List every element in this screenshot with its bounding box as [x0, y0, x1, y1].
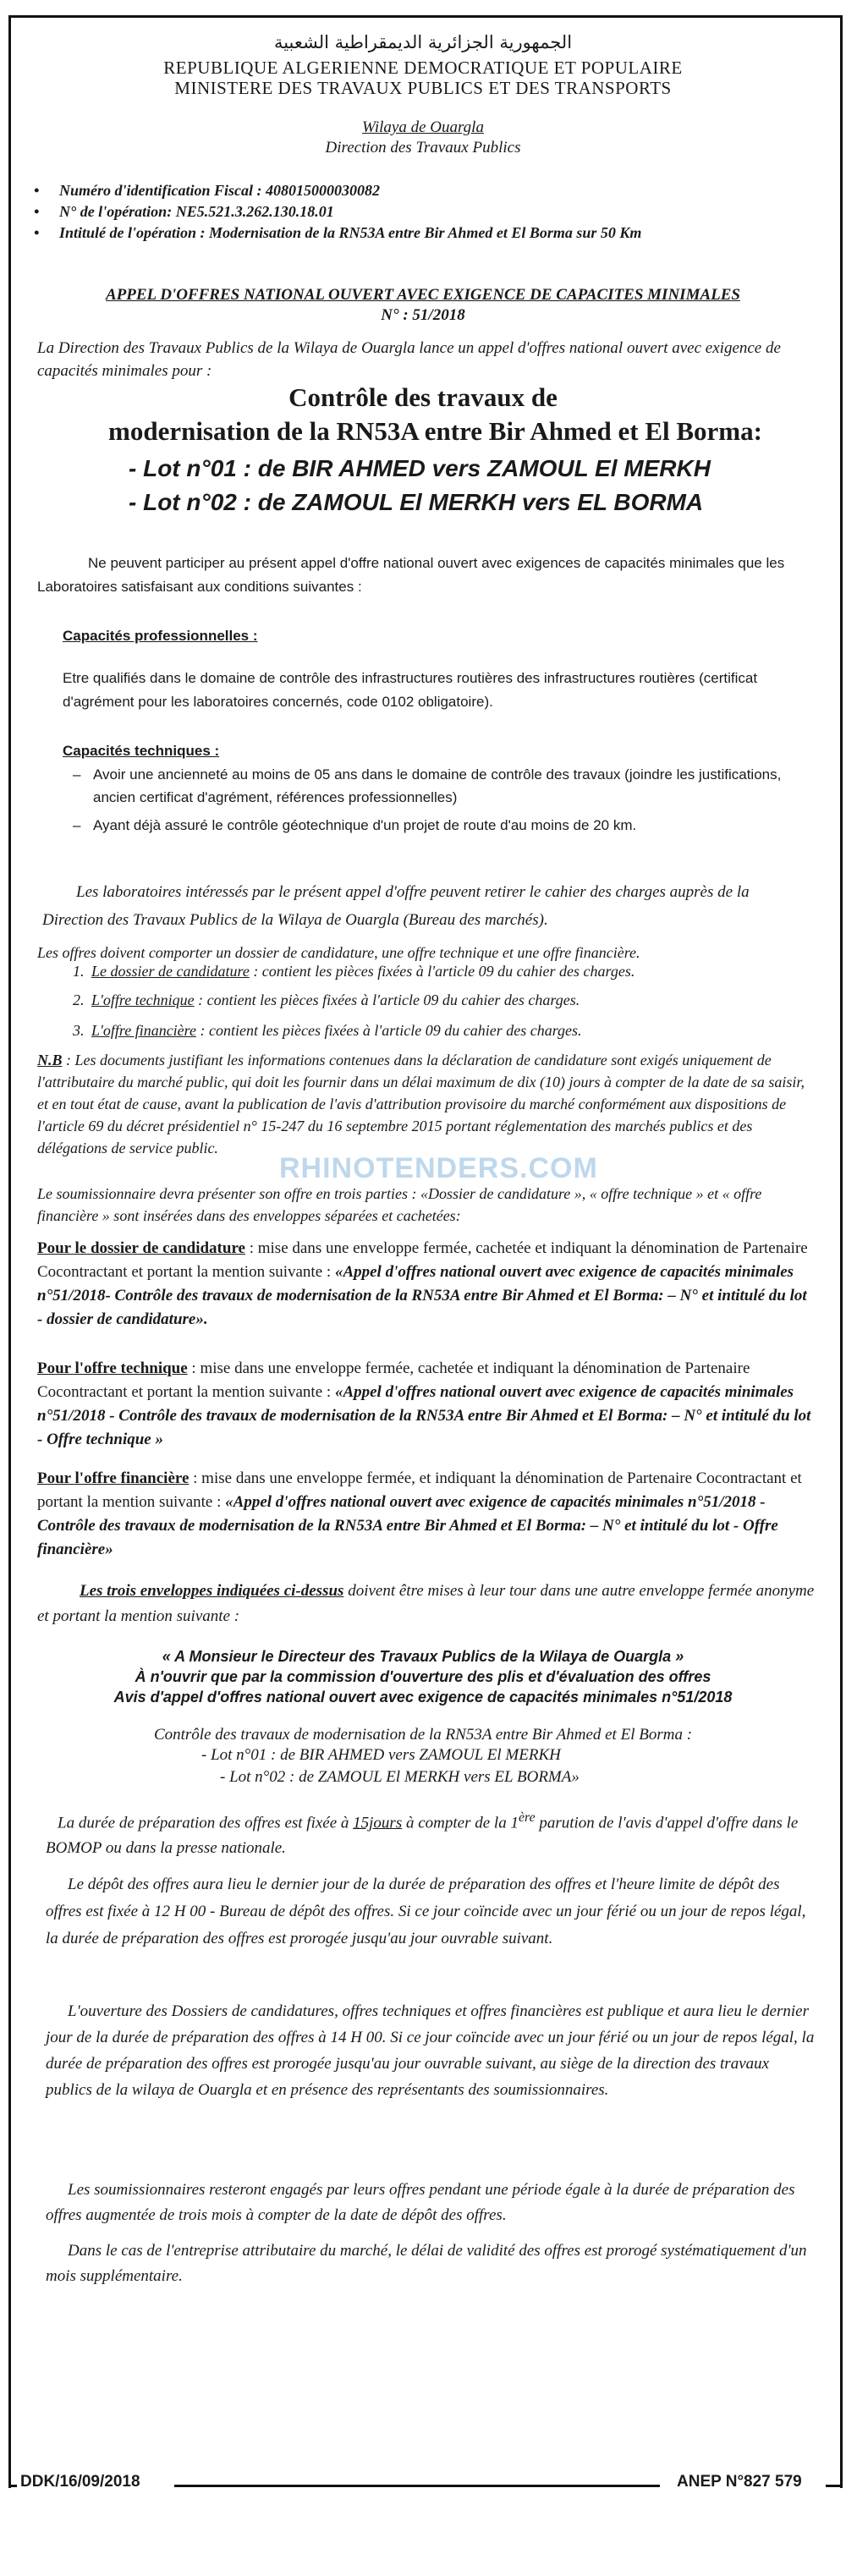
technical-capacity-item-1: – Avoir une ancienneté au moins de 05 ans dans le domaine de contrôle des travaux (joindre les justifications, ancien certificat d'agrément, références professionnelles)	[73, 766, 782, 805]
deposit-paragraph: Le dépôt des offres aura lieu le dernier jour de la durée de préparation des offres et l'heure limite de dépôt des offres est fixée à 12 H 00 - Bureau de dépôt des offres. Si ce jour coïncide avec un jour férié ou un jour de repos légal, la durée de préparation des offres est prorogée jusqu'au jour ouvrable suivant.	[46, 1876, 806, 1947]
address-lot-1: - Lot n°01 : de BIR AHMED vers ZAMOUL El MERKH	[201, 1746, 561, 1764]
envelope-technical-text: : mise dans une enveloppe fermée, cachetée et indiquant la dénomination de Partenaire Cocontractant et portant la mention suivante :	[37, 1359, 750, 1401]
three-envelopes-label: Les trois enveloppes indiquées ci-dessus	[80, 1582, 344, 1600]
envelope-candidature-text: : mise dans une enveloppe fermée, cachetée et indiquant la dénomination de Partenaire Cocontractant et portant la mention suivante :	[37, 1239, 808, 1281]
object-line-2: modernisation de la RN53A entre Bir Ahmed et El Borma:	[108, 416, 762, 446]
footer-line-left	[8, 2485, 17, 2487]
address-line-1: « A Monsieur le Directeur des Travaux Publics de la Wilaya de Ouargla »	[162, 1648, 684, 1665]
duration-text-d: parution de l'avis d'appel d'offre dans le BOMOP ou dans la presse nationale.	[46, 1814, 799, 1858]
offer-item-1-text: : contient les pièces fixées à l'article 09 du cahier des charges.	[249, 963, 635, 980]
envelope-technical-paragraph	[37, 1357, 816, 1452]
technical-capacity-text-2: Ayant déjà assuré le contrôle géotechnique d'un projet de route d'au moins de 20 km.	[93, 817, 637, 833]
lot-2: - Lot n°02 : de ZAMOUL El MERKH vers EL BORMA	[129, 489, 704, 515]
three-envelopes-paragraph	[37, 1579, 816, 1629]
footer-line-middle	[174, 2485, 660, 2487]
fiscal-id-item: • Numéro d'identification Fiscal : 408015000030082	[34, 182, 381, 199]
envelope-candidature-mention: «Appel d'offres national ouvert avec exigence de capacités minimales n°51/2018- Contrôle des travaux de modernisation de la RN53A entre Bir Ahmed et El Borma: – N° et intitulé du lot - dossier de candidature».	[37, 1263, 807, 1328]
commitment-paragraph: Les soumissionnaires resteront engagés par leurs offres pendant une période égale à la durée de préparation des offres augmentée de trois mois à compter de la date de dépôt des offres.	[46, 2181, 795, 2224]
operation-number-text: N° de l'opération: NE5.521.3.262.130.18.01	[59, 203, 334, 220]
republic-header: REPUBLIQUE ALGERIENNE DEMOCRATIQUE ET POPULAIRE	[163, 58, 683, 78]
address-line-2: À n'ouvrir que par la commission d'ouverture des plis et d'évaluation des offres	[135, 1668, 711, 1685]
offer-item-3-label: L'offre financière	[91, 1022, 196, 1039]
offer-item-2-label: L'offre technique	[91, 991, 195, 1008]
validity-paragraph: Dans le cas de l'entreprise attributaire du marché, le délai de validité des offres est prorogé systématiquement d'un mois supplémentaire.	[46, 2242, 807, 2285]
three-envelopes-text: doivent être mises à leur tour dans une autre enveloppe fermée anonyme et portant la mention suivante :	[37, 1582, 815, 1625]
duration-paragraph	[46, 1805, 816, 1861]
intro-paragraph: La Direction des Travaux Publics de la Wilaya de Ouargla lance un appel d'offres national ouvert avec exigence de capacités minimales pour :	[37, 339, 781, 380]
offer-item-1-label: Le dossier de candidature	[91, 963, 250, 980]
professional-capacities-text: Etre qualifiés dans le domaine de contrôle des infrastructures routières des infrastructures routières (certificat d'agrément pour les laboratoires concernés, code 0102 obligatoire).	[63, 670, 758, 710]
envelope-financial-paragraph	[37, 1467, 816, 1562]
address-line-3: Avis d'appel d'offres national ouvert avec exigence de capacités minimales n°51/2018	[113, 1689, 733, 1705]
lot-1: - Lot n°01 : de BIR AHMED vers ZAMOUL El MERKH	[129, 455, 711, 481]
duration-text-a: La durée de préparation des offres est fixée à	[58, 1814, 354, 1832]
ministry-header: MINISTERE DES TRAVAUX PUBLICS ET DES TRANSPORTS	[174, 78, 672, 98]
footer-line-right	[826, 2485, 843, 2487]
offer-item-2-text: : contient les pièces fixées à l'article 09 du cahier des charges.	[194, 991, 580, 1008]
envelope-technical-label: Pour l'offre technique	[37, 1359, 188, 1377]
submission-paragraph: Le soumissionnaire devra présenter son offre en trois parties : «Dossier de candidature », « offre technique » et « offre financière » sont insérées dans des enveloppes séparées et cachetées:	[37, 1185, 762, 1224]
offer-item-3-number: 3.	[73, 1022, 85, 1039]
offers-intro: Les offres doivent comporter un dossier de candidature, une offre technique et une offre financière.	[37, 944, 640, 961]
duration-days: 15jours	[353, 1814, 403, 1832]
wilaya-label: Wilaya de Ouargla	[362, 118, 484, 136]
address-lot-2: - Lot n°02 : de ZAMOUL El MERKH vers EL BORMA»	[220, 1768, 580, 1786]
direction-label: Direction des Travaux Publics	[325, 139, 521, 157]
opening-paragraph: L'ouverture des Dossiers de candidatures, offres techniques et offres financières est publique et aura lieu le dernier jour de la durée de préparation des offres à 14 H 00. Si ce jour coïncide avec un jour férié ou un jour de repos légal, la durée de préparation des offres est prorogée jusqu'au jour ouvrable suivant, au siège de la direction des travaux publics de la wilaya de Ouargla et en présence des représentants des soumissionnaires.	[46, 2002, 815, 2099]
watermark: RHINOTENDERS.COM	[279, 1152, 598, 1184]
envelope-candidature-paragraph	[37, 1237, 816, 1332]
notice-footer	[8, 2473, 843, 2498]
offer-item-2-number: 2.	[73, 991, 85, 1008]
offer-item-3	[73, 1022, 582, 1040]
offer-item-3-text: : contient les pièces fixées à l'article 09 du cahier des charges.	[196, 1022, 582, 1039]
operation-title-text: Intitulé de l'opération : Modernisation de la RN53A entre Bir Ahmed et El Borma sur 50 Km	[59, 224, 642, 241]
notice-title: APPEL D'OFFRES NATIONAL OUVERT AVEC EXIGENCE DE CAPACITES MINIMALES	[106, 286, 740, 304]
technical-capacity-text-1: Avoir une ancienneté au moins de 05 ans dans le domaine de contrôle des travaux (joindre les justifications, ancien certificat d'agrément, références professionnelles)	[93, 766, 782, 805]
nb-label: N.B	[37, 1052, 63, 1068]
envelope-technical-mention: «Appel d'offres national ouvert avec exigence de capacités minimales n°51/2018 - Contrôle des travaux de modernisation de la RN53A entre Bir Ahmed et El Borma: – N° et intitulé du lot - Offre technique »	[37, 1383, 811, 1448]
notice-number: N° : 51/2018	[381, 306, 465, 324]
offer-item-2	[73, 991, 580, 1009]
duration-text-c: à compter de la 1	[402, 1814, 519, 1832]
footer-reference-right: ANEP N°827 579	[677, 2473, 802, 2491]
operation-title-item: • Intitulé de l'opération : Modernisation de la RN53A entre Bir Ahmed et El Borma sur 50 Km	[34, 224, 642, 241]
professional-capacities-title: Capacités professionnelles :	[63, 628, 258, 644]
offer-item-1-number: 1.	[73, 963, 85, 980]
object-line-1: Contrôle des travaux de	[288, 382, 558, 412]
duration-sup: ère	[518, 1810, 536, 1825]
nb-text: : Les documents justifiant les informations contenues dans la déclaration de candidature sont exigés uniquement de l'attributaire du marché public, qui doit les fournir dans un délai maximum de dix (10) jours à compter de la date de sa saisir, et en tout état de cause, avant la publication de l'avis d'attribution provisoire du marché conformément aux dispositions de l'article 69 du décret présidentiel n° 15-247 du 16 septembre 2015 portant réglementation des marchés publics et des délégations de service public.	[37, 1052, 805, 1156]
withdraw-specs-paragraph: Les laboratoires intéressés par le présent appel d'offre peuvent retirer le cahier des charges auprès de la Direction des Travaux Publics de la Wilaya de Ouargla (Bureau des marchés).	[42, 883, 750, 929]
operation-number-item: • N° de l'opération: NE5.521.3.262.130.18.01	[34, 203, 334, 220]
technical-capacities-title: Capacités techniques :	[63, 743, 220, 759]
fiscal-id-text: Numéro d'identification Fiscal : 408015000030082	[59, 182, 381, 199]
arabic-header: الجمهورية الجزائرية الديمقراطية الشعبية	[273, 32, 573, 52]
envelope-financial-mention: «Appel d'offres national ouvert avec exigence de capacités minimales n°51/2018 - Contrôle des travaux de modernisation de la RN53A entre Bir Ahmed et El Borma: – N° et intitulé du lot - Offre financière»	[37, 1493, 778, 1558]
address-object-line: Contrôle des travaux de modernisation de la RN53A entre Bir Ahmed et El Borma :	[153, 1726, 693, 1744]
nb-paragraph	[37, 1049, 816, 1159]
participation-paragraph: Ne peuvent participer au présent appel d'offre national ouvert avec exigences de capacités minimales que les Laboratoires satisfaisant aux conditions suivantes :	[37, 555, 785, 595]
envelope-candidature-label: Pour le dossier de candidature	[37, 1239, 245, 1257]
envelope-financial-text: : mise dans une enveloppe fermée, et indiquant la dénomination de Partenaire Cocontractant et portant la mention suivante :	[37, 1469, 802, 1511]
offer-item-1	[73, 963, 634, 980]
footer-reference-left: DDK/16/09/2018	[20, 2473, 140, 2491]
technical-capacity-item-2: – Ayant déjà assuré le contrôle géotechnique d'un projet de route d'au moins de 20 km.	[73, 817, 637, 833]
envelope-financial-label: Pour l'offre financière	[37, 1469, 190, 1487]
